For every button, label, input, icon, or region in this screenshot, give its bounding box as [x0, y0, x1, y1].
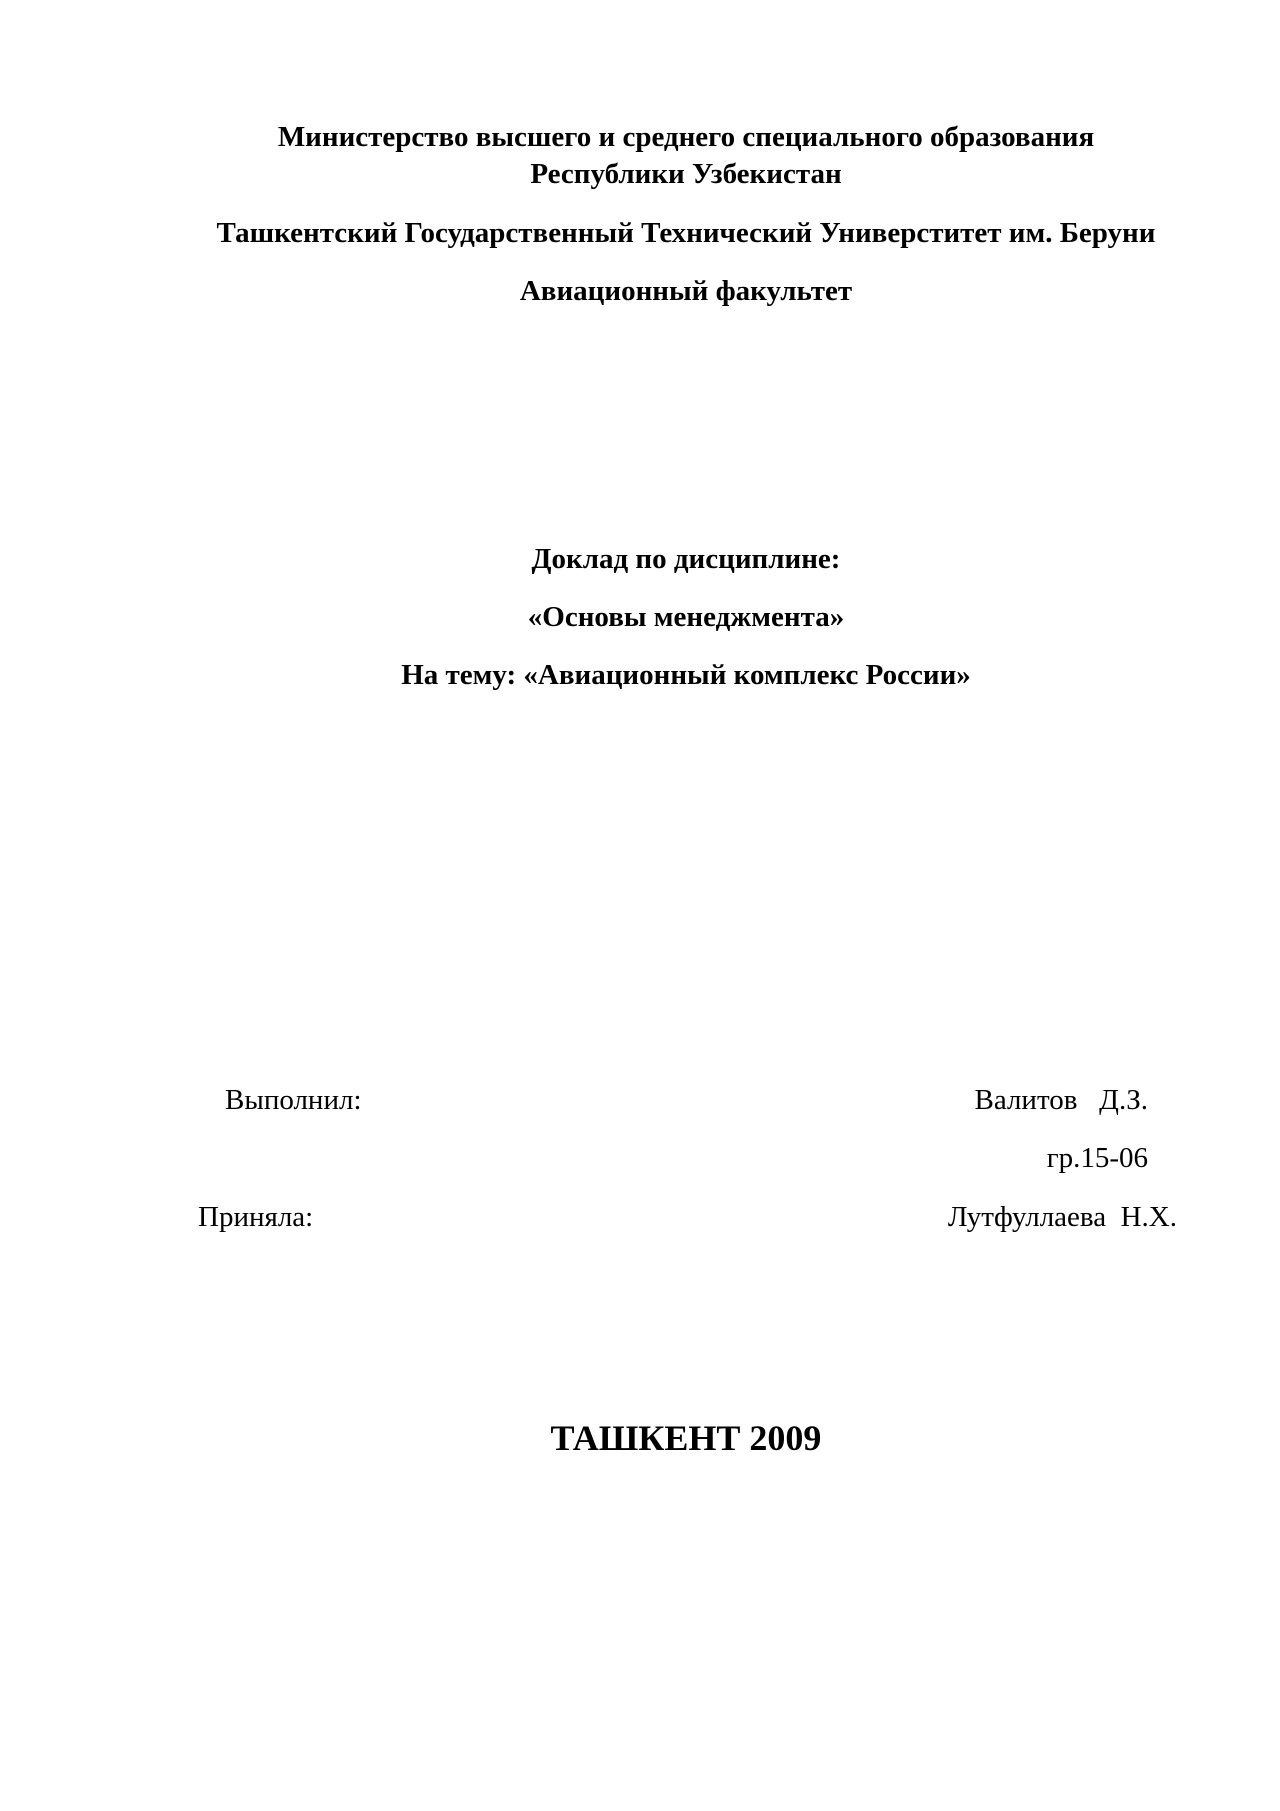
ministry-line-1: Министерство высшего и среднего специального образования: [277, 121, 1095, 153]
accepted-label: Приняла:: [198, 1201, 314, 1233]
performed-label: Выполнил:: [225, 1084, 362, 1116]
discipline-name: «Основы менеджмента»: [527, 601, 845, 633]
university-name: Ташкентский Государственный Технический Универститет им. Беруни: [216, 217, 1156, 249]
report-topic: На тему: «Авиационный комплекс России»: [401, 659, 971, 691]
city-year: ТАШКЕНТ 2009: [550, 1418, 822, 1458]
discipline-label: Доклад по дисциплине:: [531, 543, 841, 575]
group-number: гр.15-06: [1046, 1142, 1148, 1174]
faculty-name: Авиационный факультет: [519, 275, 853, 307]
accepted-name: Лутфуллаева Н.Х.: [947, 1201, 1177, 1233]
ministry-line-2: Республики Узбекистан: [530, 158, 842, 190]
performed-name: Валитов Д.З.: [974, 1084, 1148, 1116]
